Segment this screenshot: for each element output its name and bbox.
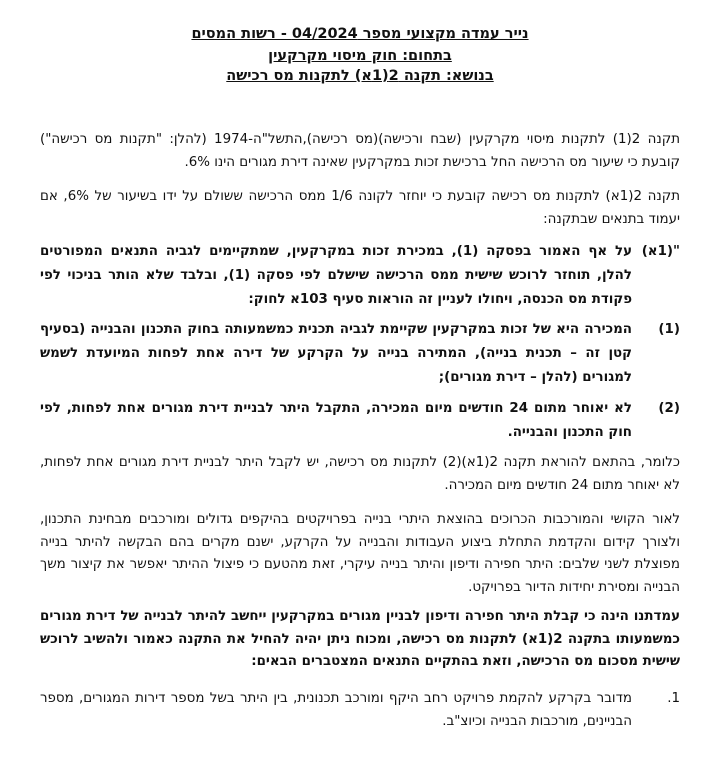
paragraph-clarification: כלומר, בהתאם להוראת תקנה 2(1א)(2) לתקנות מס רכישה, יש לקבל היתר לבניית דירת מגורים אחת לפחות, לא יאוחר מתום 24 חודשים מיום המכירה. [40,455,680,493]
condition-number: (1) [658,322,680,337]
condition-item [40,397,680,445]
condition-text: לא יאוחר מתום 24 חודשים מיום המכירה, התקבל היתר לבניית דירת מגורים אחת לפחות, לפי חוק התכנון והבנייה. [40,401,632,440]
regulation-quote-number: "(1א) [641,244,680,259]
condition-text: המכירה היא של זכות במקרקעין שקיימת לגביה תכנית כמשמעותה בחוק התכנון והבנייה (בסעיף קטן זה – תכנית בנייה), המתירה בנייה על הקרקע של דירה אחת לפחות המיועדת לשמש למגורים (להלן – דירת מגורים); [40,322,632,385]
condition-number: (2) [658,401,680,416]
paragraph-refund-rule: תקנה 2(1א) לתקנות מס רכישה קובעת כי יוחזר לקונה 1/6 ממס הרכישה ששולם על ידו בשיעור של 6%, אם יעמוד בתנאים שבתקנה: [40,189,681,227]
paragraph-position: עמדתנו הינה כי קבלת היתר חפירה ודיפון לבניין מגורים במקרקעין ייחשב להיתר לבנייה של דירת מגורים כמשמעותו בתקנה 2(1א) לתקנות מס רכישה, ומכוח ניתן יהיה להחיל את התקנה כאמור ולהשיב לרוכש שישית מסכום מס הרכישה, וזאת בהתקיים התנאים המצטברים הבאים: [40,609,680,669]
document-subject-line: בנושא: תקנה 2(1א) לתקנות מס רכישה [226,68,494,84]
paragraph-background: לאור הקושי והמורכבות הכרוכים בהוצאת היתרי בנייה בפרויקטים בהיקפים גדולים ומורכבים מבחינת התכנון, ולצורך קידום והקדמת התחלת ביצוע העבודות והבנייה על הקרקע, ישנם מקרים בהם הבקשה להיתר בנייה מפוצלת לשני שלבים: היתר חפירה ודיפון והיתר בנייה עיקרי, זאת מהטעם כי פיצול ההיתר יאפשר את קיצור משך הבנייה ומסירת יחידות הדיור בפרויקט. [40,512,680,595]
regulation-quote [40,240,680,312]
document-field-line: בתחום: חוק מיסוי מקרקעין [268,48,452,64]
regulation-quote-text: על אף האמור בפסקה (1), במכירת זכות במקרקעין, שמתקיימים לגביה התנאים המפורטים להלן, תוחזר לרוכש שישית ממס הרכישה שישלם לפי פסקה (1), ובלבד שלא הותר בניכוי לפי פקודת מס הכנסה, ויחולו לעניין זה הוראות סעיף 103א לחוק: [40,244,632,307]
document-title: נייר עמדה מקצועי מספר 04/2024 - רשות המסים [191,26,529,42]
list-item [40,688,680,733]
list-item-text: מדובר בקרקע להקמת פרויקט רחב היקף ומורכב תכנונית, בין היתר בשל מספר דירות המגורים, מספר הבניינים, מורכבות הבנייה וכיוצ"ב. [40,691,632,729]
list-item-number: 1. [667,691,680,706]
paragraph-intro: תקנה 2(1) לתקנות מיסוי מקרקעין (שבח ורכישה)(מס רכישה),התשל"ה-1974 (להלן: "תקנות מס רכישה") קובעת כי שיעור מס הרכישה החל ברכישת זכות במקרקעין שאינה דירת מגורים הינו 6%. [40,132,680,170]
condition-item [40,318,680,390]
